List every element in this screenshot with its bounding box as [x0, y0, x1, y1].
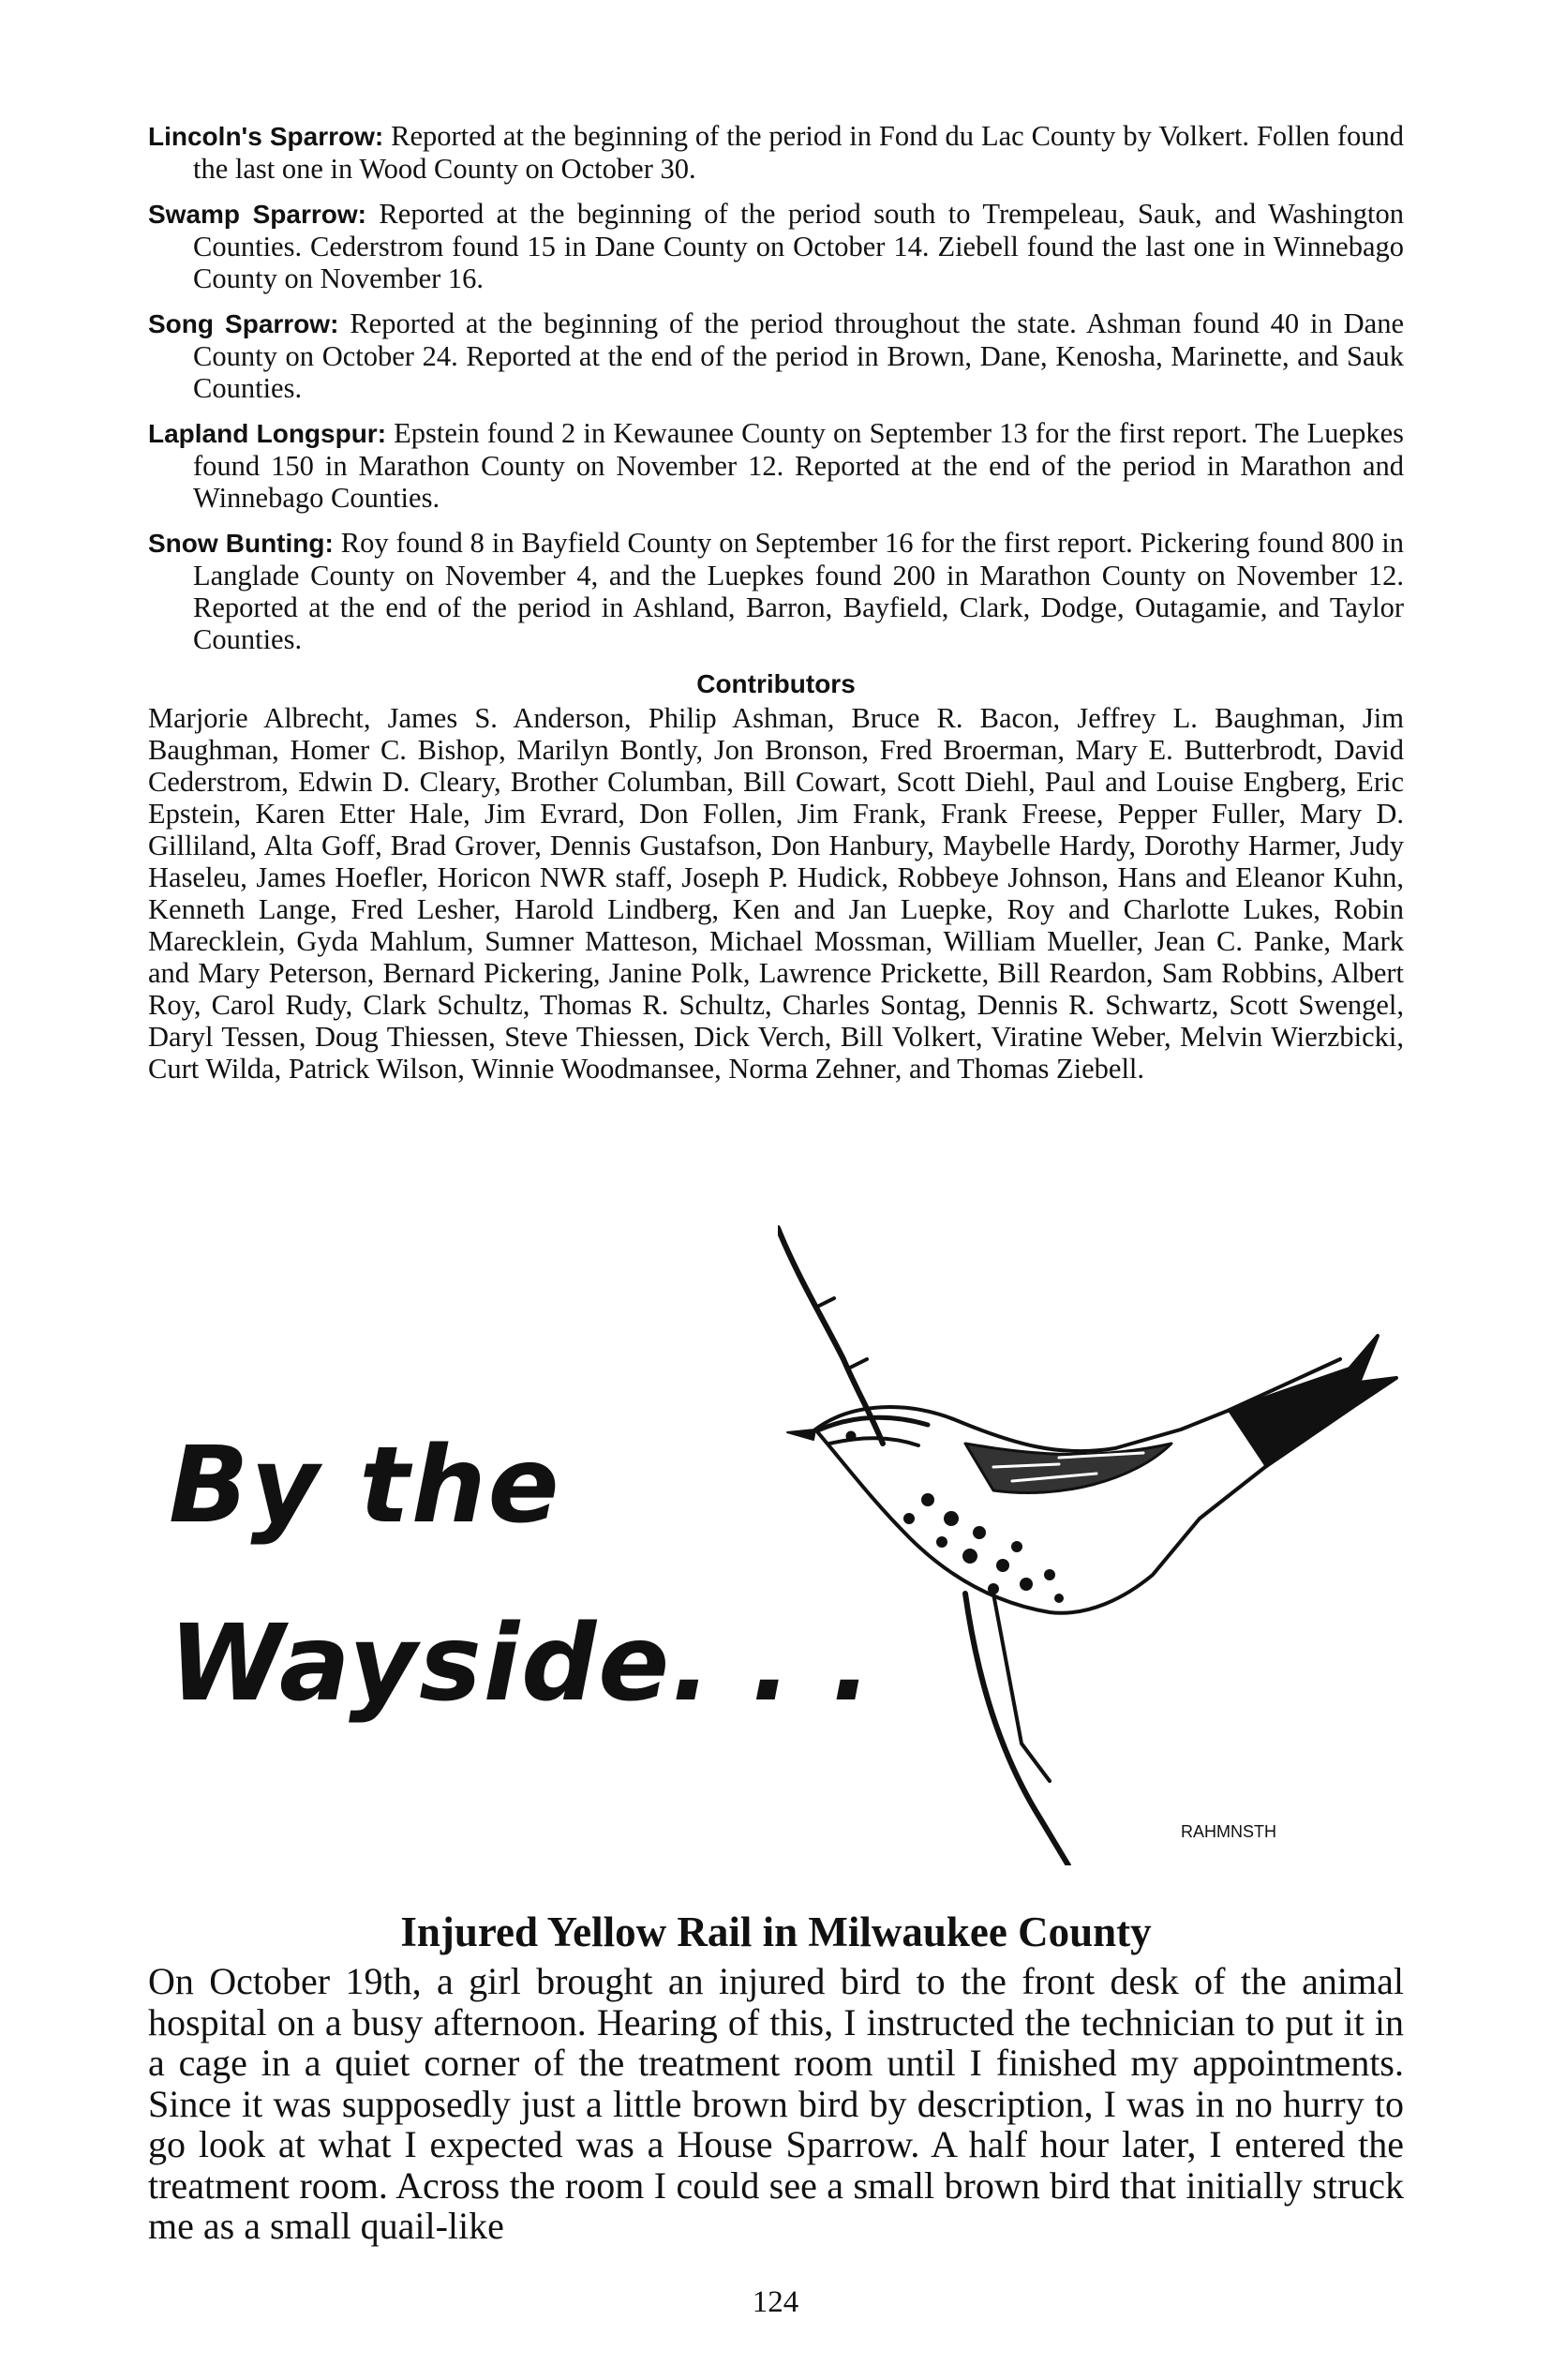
section-heading-line2: Wayside. . .	[169, 1603, 873, 1725]
entry-text: Reported at the beginning of the period in Fond du Lac County by Volkert. Follen found the last one in Wood County on October 30.	[193, 120, 1404, 185]
entry-snow-bunting	[148, 527, 1404, 655]
artist-signature: RAHMNSTH	[1181, 1822, 1276, 1841]
entry-text: Reported at the beginning of the period throughout the state. Ashman found 40 in Dane County on October 24. Reported at the end of the period in Brown, Dane, Kenosha, Marinette, and Sauk Counties.	[193, 307, 1404, 404]
species-name: Snow Bunting:	[148, 529, 334, 558]
article-title: Injured Yellow Rail in Milwaukee County	[400, 1908, 1152, 1955]
species-name: Swamp Sparrow:	[148, 200, 366, 229]
page-number: 124	[752, 2285, 799, 2319]
species-name: Song Sparrow:	[148, 309, 339, 338]
entry-text: Reported at the beginning of the period south to Trempeleau, Sauk, and Washington Counties. Cederstrom found 15 in Dane County on October 14. Ziebell found the last one in Winnebago County on November 16.	[193, 198, 1404, 294]
species-accounts	[148, 120, 1404, 1085]
entry-swamp-sparrow	[148, 198, 1404, 294]
entry-text: Epstein found 2 in Kewaunee County on September 13 for the first report. The Luepkes found 150 in Marathon County on November 12. Reported at the end of the period in Marathon and Winnebago Counties.	[193, 417, 1404, 514]
contributors-heading: Contributors	[696, 669, 856, 698]
species-name: Lincoln's Sparrow:	[148, 122, 384, 151]
contributors-list: Marjorie Albrecht, James S. Anderson, Philip Ashman, Bruce R. Bacon, Jeffrey L. Baughman, Jim Baughman, Homer C. Bishop, Marilyn Bontly, Jon Bronson, Fred Broerman, Mary E. Butterbrodt, David Cederstrom, Edwin D. Cleary, Brother Columban, Bill Cowart, Scott Diehl, Paul and Louise Engberg, Eric Epstein, Karen Etter Hale, Jim Evrard, Don Follen, Jim Frank, Frank Freese, Pepper Fuller, Mary D. Gilliland, Alta Goff, Brad Grover, Dennis Gustafson, Don Hanbury, Maybelle Hardy, Dorothy Harmer, Judy Haseleu, James Hoefler, Horicon NWR staff, Joseph P. Hudick, Robbeye Johnson, Hans and Eleanor Kuhn, Kenneth Lange, Fred Lesher, Harold Lindberg, Ken and Jan Luepke, Roy and Charlotte Lukes, Robin Marecklein, Gyda Mahlum, Sumner Matteson, Michael Mossman, William Mueller, Jean C. Panke, Mark and Mary Peterson, Bernard Pickering, Janine Polk, Lawrence Prickette, Bill Reardon, Sam Robbins, Albert Roy, Carol Rudy, Clark Schultz, Thomas R. Schultz, Charles Sontag, Dennis R. Schwartz, Scott Swengel, Daryl Tessen, Doug Thiessen, Steve Thiessen, Dick Verch, Bill Volkert, Viratine Weber, Melvin Wierzbicki, Curt Wilda, Patrick Wilson, Winnie Woodmansee, Norma Zehner, and Thomas Ziebell.	[148, 702, 1404, 1085]
warbler-on-branch-illustration	[778, 1219, 1424, 1865]
section-heading-line1: By the	[169, 1425, 561, 1547]
entry-lincolns-sparrow	[148, 120, 1404, 185]
species-name: Lapland Longspur:	[148, 419, 387, 448]
article-body: On October 19th, a girl brought an injured bird to the front desk of the animal hospital on a busy afternoon. Hearing of this, I instructed the technician to put it in a cage in a quiet corner of the treatment room until I finished my appointments. Since it was supposedly just a little brown bird by description, I was in no hurry to go look at what I expected was a House Sparrow. A half hour later, I entered the treatment room. Across the room I could see a small brown bird that initially struck me as a small quail-like	[148, 1960, 1404, 2247]
entry-song-sparrow	[148, 307, 1404, 404]
entry-text: Roy found 8 in Bayfield County on September 16 for the first report. Pickering found 800 in Langlade County on November 4, and the Luepkes found 200 in Marathon County on November 12. Reported at the end of the period in Ashland, Barron, Bayfield, Clark, Dodge, Outagamie, and Taylor Counties.	[193, 527, 1404, 655]
entry-lapland-longspur	[148, 417, 1404, 514]
